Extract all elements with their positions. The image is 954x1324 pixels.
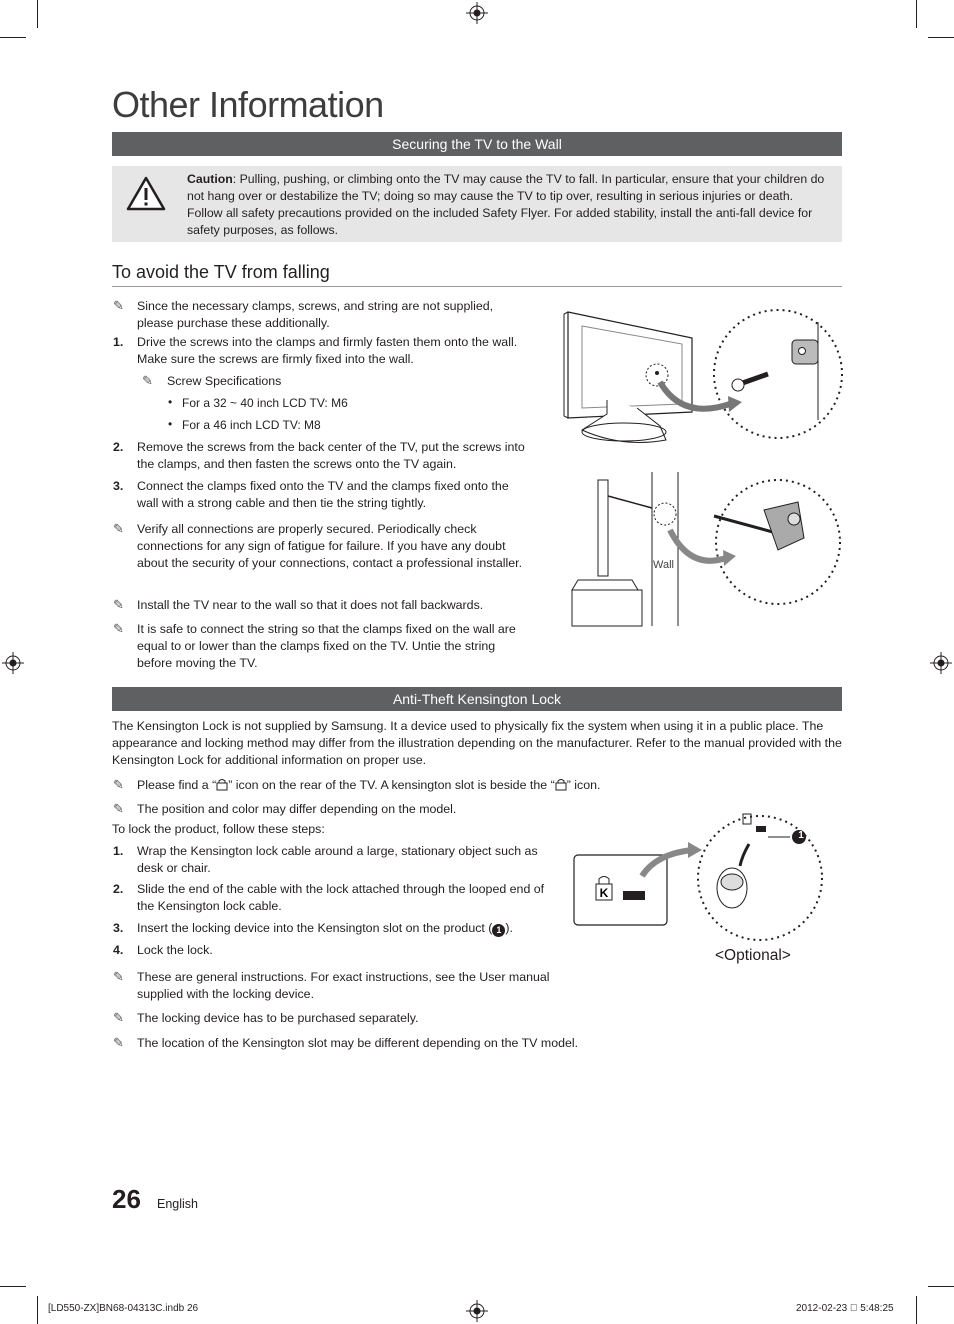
- crop-mark: [928, 37, 954, 38]
- k-label: K: [599, 886, 609, 900]
- spec-item: For a 32 ~ 40 inch LCD TV: M6: [182, 396, 348, 410]
- page-language: English: [157, 1197, 198, 1211]
- subheading-avoid-falling: To avoid the TV from falling: [112, 262, 842, 287]
- note-text: These are general instructions. For exact instructions, see the User manual supplied with the locking device.: [137, 970, 550, 1001]
- step-number: 2.: [113, 882, 124, 896]
- registration-mark-icon: [930, 652, 952, 674]
- registration-mark-icon: [466, 2, 488, 24]
- wall-label: Wall: [653, 559, 674, 571]
- tv-back-clamp-illustration: [562, 300, 844, 450]
- note-text: Verify all connections are properly secured. Periodically check connections for any sign of fatigue for failure. If you have any doubt about the security of your connections, contact a professional installer.: [137, 522, 523, 570]
- caution-text: [187, 171, 827, 239]
- warning-triangle-icon: [126, 176, 166, 212]
- note-text: It is safe to connect the string so that the clamps fixed on the wall are equal to or lower than the clamps fixed on the TV. Untie the string before moving the TV.: [137, 622, 516, 670]
- note-pencil-icon: ✎: [113, 801, 124, 816]
- note-pencil-icon: ✎: [113, 298, 124, 313]
- footer-file-info: [LD550-ZX]BN68-04313C.indb 26: [48, 1303, 199, 1314]
- page-number: 26: [112, 1184, 141, 1214]
- step-number: 2.: [113, 440, 124, 454]
- step-text: Connect the clamps fixed onto the TV and the clamps fixed onto the wall with a strong cable and then tie the string tightly.: [137, 479, 509, 510]
- footer-timestamp: 2012-02-23 ￿ 5:48:25: [796, 1303, 894, 1314]
- note-text: The locking device has to be purchased separately.: [137, 1011, 419, 1025]
- caution-box: [112, 166, 842, 242]
- step-number: 4.: [113, 943, 124, 957]
- step-number: 1.: [113, 335, 124, 349]
- note-pencil-icon: ✎: [113, 777, 124, 792]
- callout-badge: 1: [492, 924, 505, 937]
- tv-wall-cable-illustration: [568, 470, 844, 630]
- step-text: Slide the end of the cable with the lock attached through the looped end of the Kensington lock cable.: [137, 882, 545, 913]
- note-text: Since the necessary clamps, screws, and string are not supplied, please purchase these additionally.: [137, 299, 494, 330]
- crop-mark: [37, 0, 38, 28]
- note-pencil-icon: ✎: [113, 969, 124, 984]
- step-text: Lock the lock.: [137, 943, 213, 957]
- note-pencil-icon: ✎: [113, 521, 124, 536]
- spec-item: For a 46 inch LCD TV: M8: [182, 418, 321, 432]
- crop-mark: [928, 1286, 954, 1287]
- crop-mark: [916, 0, 917, 28]
- kensington-lock-icon: [216, 778, 228, 791]
- note-pencil-icon: ✎: [113, 597, 124, 612]
- crop-mark: [916, 1296, 917, 1324]
- note-text: The location of the Kensington slot may be different depending on the TV model.: [137, 1036, 579, 1050]
- step-text: Remove the screws from the back center of the TV, put the screws into the clamps, and then fasten the screws onto the TV again.: [137, 440, 525, 471]
- bullet-icon: •: [168, 417, 173, 431]
- section-heading-kensington: Anti-Theft Kensington Lock: [112, 687, 842, 711]
- note-pencil-icon: ✎: [142, 373, 153, 388]
- kensington-lock-illustration: [572, 804, 828, 944]
- callout-number: 1: [798, 830, 804, 841]
- note-text: Please find a “ ” icon on the rear of the TV. A kensington slot is beside the “ ” icon.: [137, 778, 601, 792]
- note-pencil-icon: ✎: [113, 1035, 124, 1050]
- screw-spec-heading: Screw Specifications: [167, 374, 282, 388]
- step-text: Insert the locking device into the Kensington slot on the product ( 1 ).: [137, 921, 513, 935]
- crop-mark: [0, 37, 26, 38]
- caution-body: : Pulling, pushing, or climbing onto the TV may cause the TV to fall. In particular, ensure that your children do not hang over or destabilize the TV; doing so may cause the TV to tip over, resulting in serious injuries or death. Follow all safety precautions provided on the included Safety Flyer. For added stability, install the anti-fall device for safety purposes, as follows.: [187, 172, 825, 237]
- crop-mark: [37, 1296, 38, 1324]
- note-text: Install the TV near to the wall so that it does not fall backwards.: [137, 598, 484, 612]
- step-number: 1.: [113, 844, 124, 858]
- kensington-intro: The Kensington Lock is not supplied by Samsung. It a device used to physically fix the system when using it in a public place. The appearance and locking method may differ from the illustration depending on the manufacturer. Refer to the manual provided with the Kensington Lock for additional information on proper use.: [112, 719, 842, 767]
- step-number: 3.: [113, 479, 124, 493]
- bullet-icon: •: [168, 395, 173, 409]
- note-text: The position and color may differ depending on the model.: [137, 802, 457, 816]
- step-text: Drive the screws into the clamps and firmly fasten them onto the wall. Make sure the screws are firmly fixed into the wall.: [137, 335, 518, 366]
- lead-text: To lock the product, follow these steps:: [112, 822, 325, 836]
- registration-mark-icon: [466, 1300, 488, 1322]
- page-title: Other Information: [112, 84, 384, 125]
- step-number: 3.: [113, 921, 124, 935]
- step-text: Wrap the Kensington lock cable around a large, stationary object such as desk or chair.: [137, 844, 538, 875]
- note-pencil-icon: ✎: [113, 1010, 124, 1025]
- optional-label: <Optional>: [715, 947, 791, 964]
- caution-label: Caution: [187, 172, 233, 186]
- kensington-lock-icon: [555, 778, 567, 791]
- crop-mark: [0, 1286, 26, 1287]
- section-heading-wall: Securing the TV to the Wall: [112, 132, 842, 156]
- note-pencil-icon: ✎: [113, 621, 124, 636]
- registration-mark-icon: [2, 652, 24, 674]
